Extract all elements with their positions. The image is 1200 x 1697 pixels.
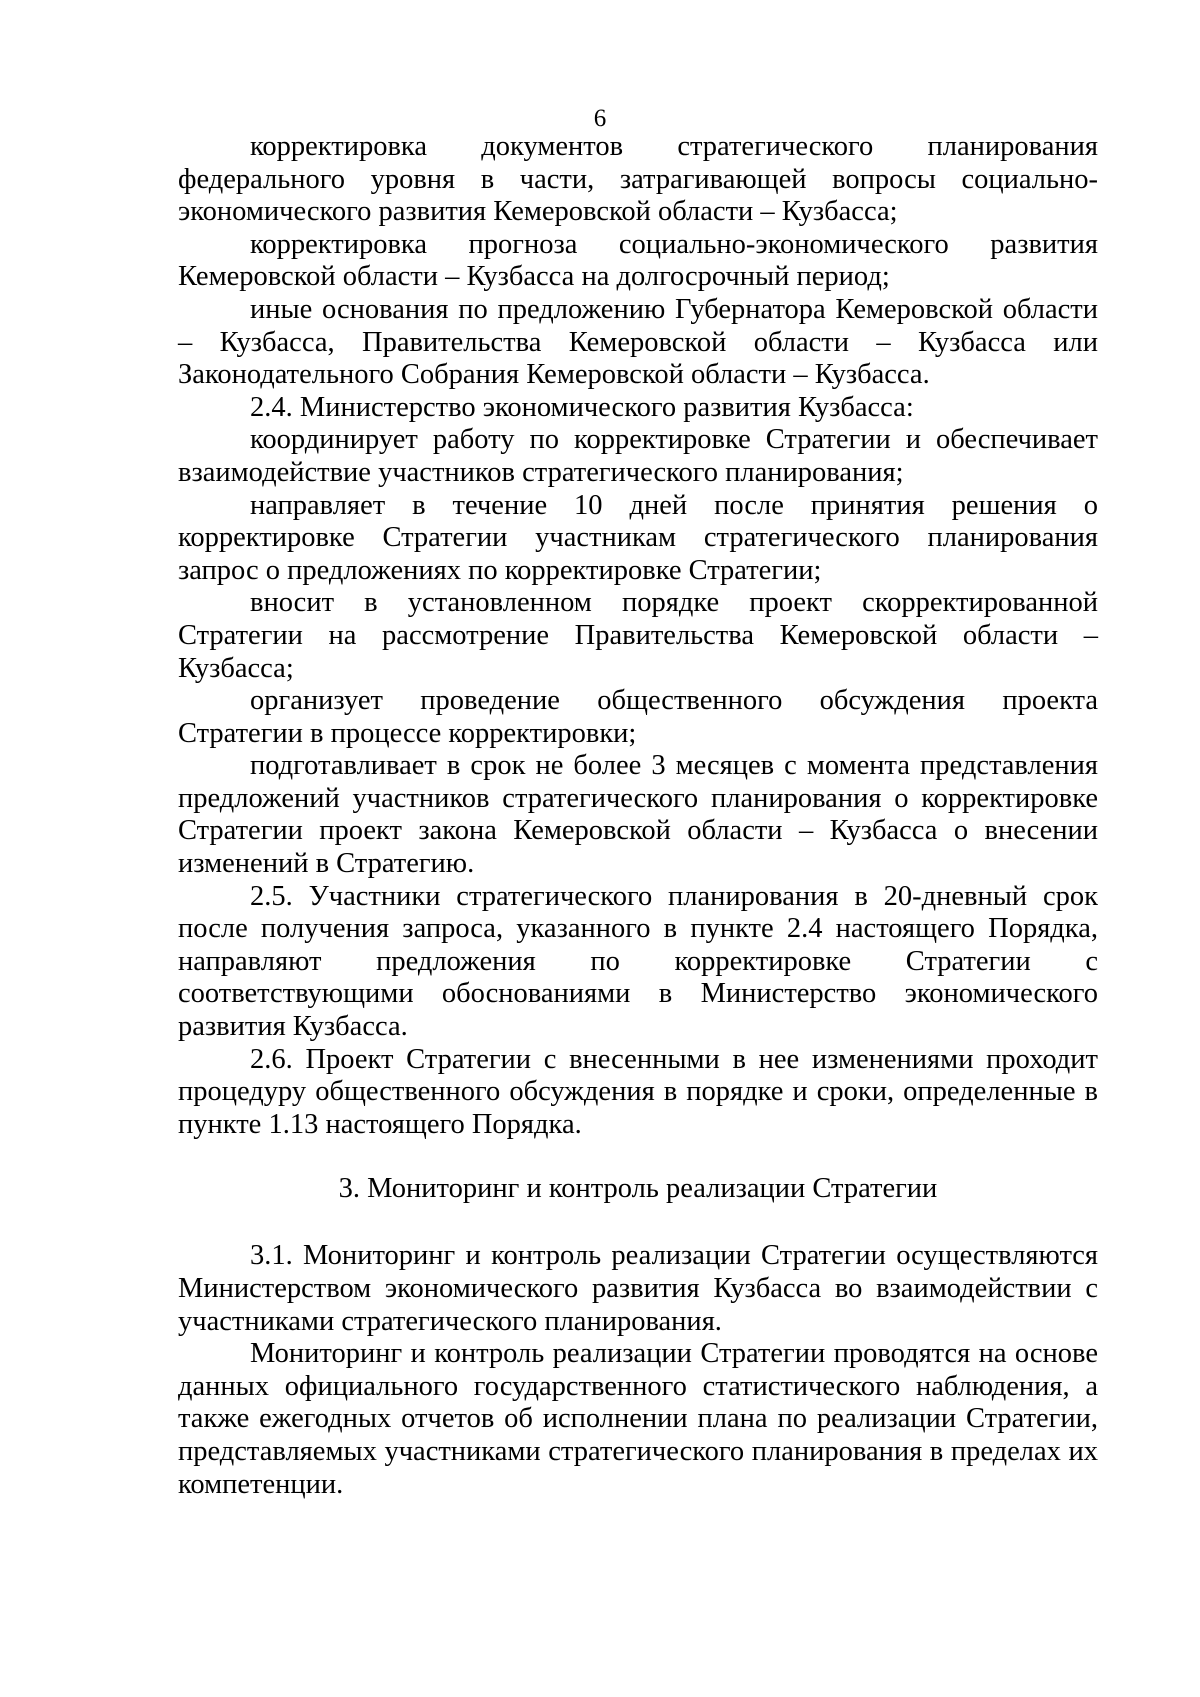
paragraph: подготавливает в срок не более 3 месяцев с момента представления предложений участников стратегического планирования о корректировке Стратегии проект закона Кемеровской области – Кузбасса о внесении изменений в Стратегию. bbox=[178, 750, 1098, 880]
paragraph: вносит в установленном порядке проект скорректированной Стратегии на рассмотрение Правительства Кемеровской области – Кузбасса; bbox=[178, 587, 1098, 684]
document-body bbox=[178, 131, 1098, 1501]
paragraph: координирует работу по корректировке Стратегии и обеспечивает взаимодействие участников стратегического планирования; bbox=[178, 424, 1098, 488]
paragraph: 2.4. Министерство экономического развития Кузбасса: bbox=[250, 391, 914, 423]
paragraph: корректировка документов стратегического планирования федерального уровня в части, затрагивающей вопросы социально-экономического развития Кемеровской области – Кузбасса; bbox=[178, 131, 1098, 228]
paragraph: организует проведение общественного обсуждения проекта Стратегии в процессе корректировки; bbox=[178, 685, 1098, 749]
paragraph: направляет в течение 10 дней после принятия решения о корректировке Стратегии участникам стратегического планирования запрос о предложениях по корректировке Стратегии; bbox=[178, 489, 1098, 586]
paragraph: Мониторинг и контроль реализации Стратегии проводятся на основе данных официального государственного статистического наблюдения, а также ежегодных отчетов об исполнении плана по реализации Стратегии, представляемых участниками стратегического планирования в пределах их компетенции. bbox=[178, 1338, 1098, 1500]
section-heading: 3. Мониторинг и контроль реализации Стратегии bbox=[338, 1173, 938, 1205]
page-number: 6 bbox=[593, 105, 607, 132]
paragraph: иные основания по предложению Губернатора Кемеровской области – Кузбасса, Правительства Кемеровской области – Кузбасса или Законодательного Собрания Кемеровской области – Кузбасса. bbox=[178, 293, 1098, 391]
paragraph: корректировка прогноза социально-экономического развития Кемеровской области – Кузбасса на долгосрочный период; bbox=[178, 228, 1098, 293]
paragraph: 2.5. Участники стратегического планирования в 20-дневный срок после получения запроса, указанного в пункте 2.4 настоящего Порядка, направляют предложения по корректировке Стратегии с соответствующими обоснованиями в Министерство экономического развития Кузбасса. bbox=[178, 880, 1098, 1043]
paragraph: 2.6. Проект Стратегии с внесенными в нее изменениями проходит процедуру общественного обсуждения в порядке и сроки, определенные в пункте 1.13 настоящего Порядка. bbox=[178, 1043, 1098, 1140]
paragraph: 3.1. Мониторинг и контроль реализации Стратегии осуществляются Министерством экономического развития Кузбасса во взаимодействии с участниками стратегического планирования. bbox=[178, 1240, 1098, 1337]
